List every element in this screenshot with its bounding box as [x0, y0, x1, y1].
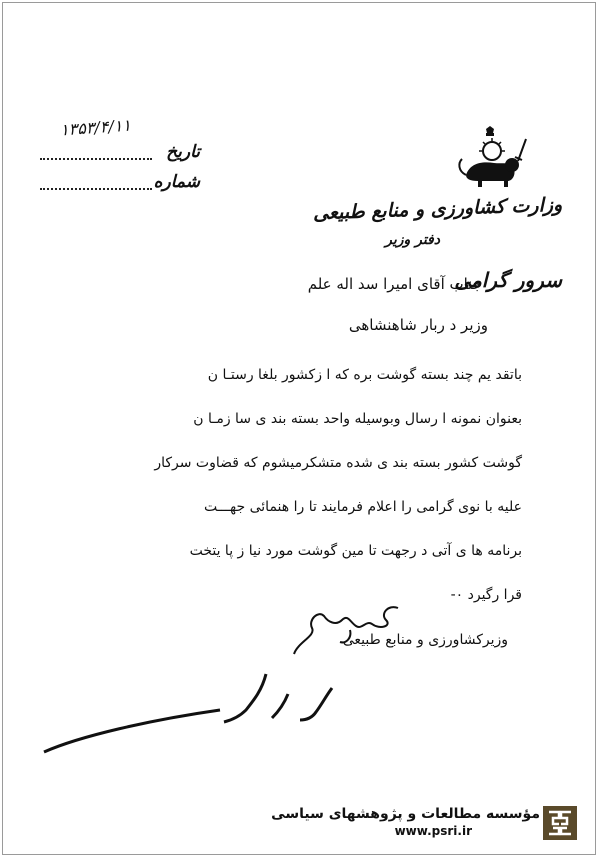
body-line: قرا رگیرد ٠-	[450, 587, 522, 603]
number-row	[40, 172, 200, 194]
office-name: دفتر وزیر	[385, 232, 440, 248]
date-dotted-line	[40, 158, 152, 160]
date-value: ۱۳۵۳/۴/۱۱	[59, 115, 132, 140]
number-dotted-line	[40, 188, 152, 190]
signer-title: وزیرکشاورزی و منابع طبیعی	[342, 632, 508, 648]
date-row	[40, 142, 200, 164]
organization-name: مؤسسه مطالعات و پژوهشهای سیاسی	[271, 806, 540, 822]
salutation: سرور گرامی	[454, 268, 562, 292]
number-label: شماره	[153, 172, 200, 192]
addressee-name: جناب آقای امیرا سد اله علم	[307, 275, 482, 293]
body-line: بعنوان نمونه ا رسال وبوسیله واحد بسته بند ی سا زمـا ن	[193, 411, 522, 427]
ministry-name: وزارت کشاورزی و منابع طبیعی	[312, 193, 563, 225]
body-line: علیه با نوی گرامی را اعلام فرمایند تا را هنمائی جهـــت	[204, 499, 522, 515]
watermark-footer	[270, 806, 540, 838]
handwritten-signature	[288, 600, 408, 660]
handwritten-marks	[40, 670, 460, 760]
body-line: برنامه ها ی آتی د رجهت تا مین گوشت مورد نیا ز پا یتخت	[189, 543, 522, 559]
body-line: گوشت کشور بسته بند ی شده متشکرمیشوم که قضاوت سرکار	[154, 455, 522, 471]
body-line: باتقد یم چند بسته گوشت بره که ا زکشور بلغا رستـا ن	[207, 367, 522, 383]
lion-and-sun-emblem-icon	[452, 125, 530, 195]
addressee-title: وزیر د ربار شاهنشاهی	[348, 316, 488, 334]
letter-body	[52, 360, 522, 624]
psri-logo-icon	[543, 806, 577, 840]
organization-url[interactable]: www.psri.ir	[394, 824, 472, 838]
date-label: تاریخ	[166, 142, 200, 162]
